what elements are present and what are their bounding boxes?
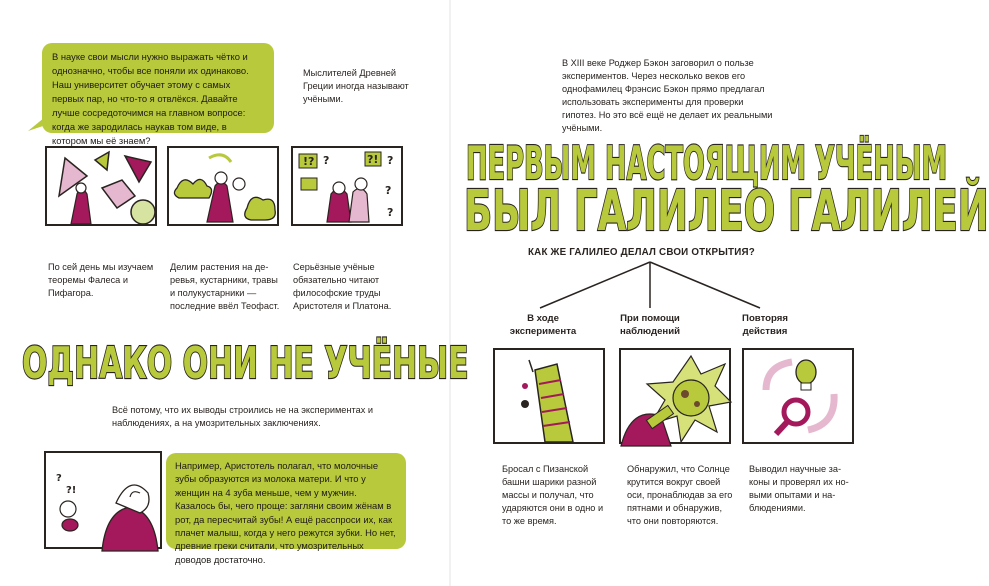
caption-geometry: По сей день мы изучаем теоремы Фалеса и Пифагора. <box>48 262 154 298</box>
panel-aristotle <box>44 451 162 549</box>
svg-text:?!: ?! <box>66 485 77 496</box>
caption-plants: Делим растения на деревья, кустарники, травы и полукустарники — последние ввёл Теофаст. <box>170 262 280 311</box>
aristotle-bubble-text: Например, Аристотель полагал, что молочные зубы образуются из молока матери. И что у женщин на 4 зуба меньше, чем у мужчин. Казалось бы, чего проще: загляни своим жёнам в рот, да пересчитай зубы! А ещё расспроси их, как плачет малыш, когда у него режутся зубки. Но нет, древние греки считали, что умозрительных доводов достаточно. <box>175 460 396 565</box>
panel-pisa-tower <box>493 348 605 444</box>
svg-text:!?: !? <box>303 155 315 168</box>
branch-experiment: В ходе эксперимента <box>509 313 577 337</box>
svg-text:?: ? <box>387 206 394 219</box>
caption-sun: Обнаружил, что Солнце крутится вокруг своей оси, пронаблюдав за его пятнами и обнаружив, что они повторяются. <box>627 464 733 526</box>
bubble-tail-icon <box>28 111 50 133</box>
aristotle-illustration-icon <box>46 453 164 551</box>
sun-icon <box>621 350 733 446</box>
caption-repetition: Выводил научные законы и проверял их новыми опытами и наблюдениями. <box>749 464 849 513</box>
caption-philosophy: Серьёзные учёные обязательно читают философские труды Аристотеля и Платона. <box>293 262 392 311</box>
caption-pisa: Бросал с Пизанской башни шарики разной массы и получал, что ударяются они в одно и то же время. <box>502 464 604 526</box>
bacon-text: В XIII веке Роджер Бэкон заговорил о пользе экспериментов. Через несколько веков его однофамилец Фрэнсис Бэкон прямо предлагал использовать эксперименты для проверки гипотез. Но это всё ещё не делает их реальными учёными. <box>562 58 773 133</box>
panel-philosophy <box>291 146 403 226</box>
svg-text:?: ? <box>385 184 392 197</box>
intro-speech-bubble <box>42 43 274 146</box>
svg-text:?!: ?! <box>367 153 379 166</box>
panel-geometry <box>45 146 157 226</box>
branch-connector-lines <box>530 260 770 320</box>
philosophy-illustration-icon <box>293 148 405 228</box>
because-text: Всё потому, что их выводы строились не на экспериментах и наблюдениях, а на умозрительных заключениях. <box>112 405 373 428</box>
pisa-tower-icon <box>495 350 607 446</box>
svg-text:?: ? <box>56 473 62 484</box>
plants-illustration-icon <box>169 148 281 228</box>
svg-text:?: ? <box>323 154 330 167</box>
panel-plants <box>167 146 279 226</box>
galileo-question: КАК ЖЕ ГАЛИЛЕО ДЕЛАЛ СВОИ ОТКРЫТИЯ? <box>528 247 755 258</box>
intro-bubble-text: В науке свои мысли нужно выражать чётко и однозначно, чтобы все поняли их одинаково. Наш университет обучает этому с самых первых пар, но что-то я отвлёкся. Давайте лучше сосредоточимся на главном вопросе: когда же зародилась наукав том виде, в котором мы её знаем? <box>52 51 249 146</box>
page-gutter <box>449 0 451 586</box>
thinkers-note: Мыслителей Древней Греции иногда называют учёными. <box>303 68 409 104</box>
panel-repetition <box>742 348 854 444</box>
geometry-illustration-icon <box>47 148 159 228</box>
headline-not-scientists: ОДНАКО ОНИ НЕ УЧЁНЫЕ <box>22 338 469 389</box>
aristotle-speech-bubble <box>166 453 406 565</box>
headline-galileo: БЫЛ ГАЛИЛЕО ГАЛИЛЕЙ <box>464 179 989 244</box>
headline-first-scientist: ПЕРВЫМ НАСТОЯЩИМ УЧЁНЫМ <box>466 136 948 190</box>
repeat-cycle-icon <box>744 350 856 446</box>
branch-observation: При помощи наблюдений <box>620 313 680 337</box>
panel-sun-observation <box>619 348 731 444</box>
branch-repetition: Повторяя действия <box>742 313 788 337</box>
svg-text:?: ? <box>387 154 394 167</box>
